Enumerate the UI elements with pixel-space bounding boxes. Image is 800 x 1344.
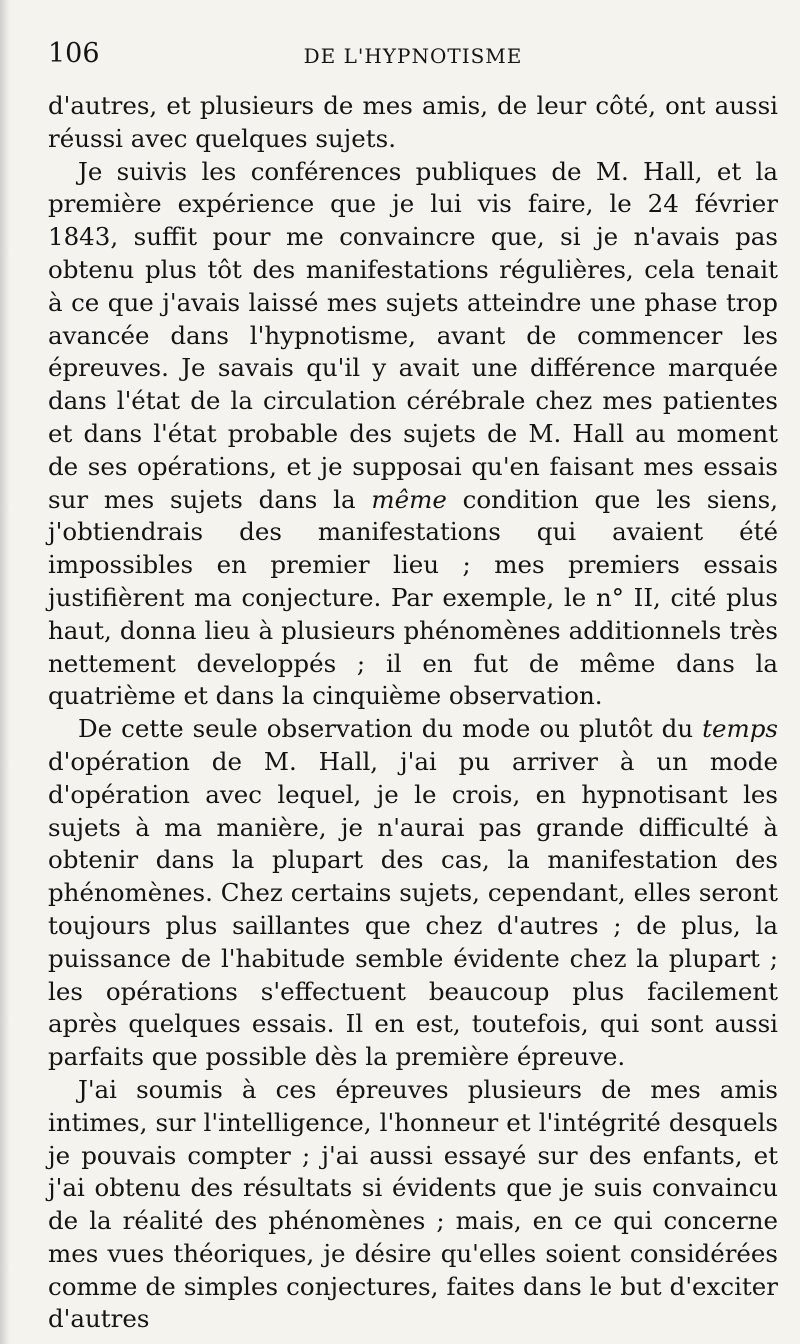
page-header [48,38,778,78]
italic-text: même [371,484,447,514]
paragraph [48,713,778,1074]
paragraph-text: De cette seule observation du mode ou plutôt du [78,714,703,744]
page-binding-shadow [0,0,10,1344]
paragraph-text: d'autres, et plusieurs de mes amis, de leur côté, ont aussi réussi avec quelques sujets. [48,91,778,153]
paragraph-text: d'opération de M. Hall, j'ai pu arriver à un mode d'opération avec lequel, je le crois, en hypnotisant les sujets à ma manière, je n'aurai pas grande difficulté à obtenir dans la plupart des cas, la manifestation des phénomènes. Chez certains sujets, cependant, elles seront toujours plus saillantes que chez d'autres ; de plus, la puissance de l'habitude semble évidente chez la plupart ; les opérations s'effectuent beaucoup plus facilement après quelques essais. Il en est, toutefois, qui sont aussi parfaits que possible dès la première épreuve. [48,746,778,1072]
running-title: DE L'HYPNOTISME [303,44,523,68]
paragraph [48,156,778,714]
page-number: 106 [48,38,100,69]
paragraph-text: condition que les siens, j'obtiendrais des manifestations qui avaient été impossibles en premier lieu ; mes premiers essais justifièrent ma conjecture. Par exemple, le n° II, cité plus haut, donna lieu à plusieurs phénomènes additionnels très nettement developpés ; il en fut de même dans la quatrième et dans la cinquième observation. [48,484,778,711]
paragraph [48,1074,778,1336]
paragraph-text: J'ai soumis à ces épreuves plusieurs de mes amis intimes, sur l'intelligence, l'honneur et l'intégrité desquels je pouvais compter ; j'ai aussi essayé sur des enfants, et j'ai obtenu des résultats si évidents que je suis convaincu de la réalité des phénomènes ; mais, en ce qui concerne mes vues théoriques, je désire qu'elles soient considérées comme de simples conjectures, faites dans le but d'exciter d'autres [48,1074,778,1334]
paragraph [48,90,778,156]
body-text [48,90,778,1336]
paragraph-text: Je suivis les conférences publiques de M. Hall, et la première expérience que je lui vis faire, le 24 février 1843, suffit pour me convaincre que, si je n'avais pas obtenu plus tôt des manifestations régulières, cela tenait à ce que j'avais laissé mes sujets atteindre une phase trop avancée dans l'hypnotisme, avant de commencer les épreuves. Je savais qu'il y avait une différence marquée dans l'état de la circulation cérébrale chez mes patientes et dans l'état probable des sujets de M. Hall au moment de ses opérations, et je supposai qu'en faisant mes essais sur mes sujets dans la [48,156,778,514]
italic-text: temps [702,714,778,744]
